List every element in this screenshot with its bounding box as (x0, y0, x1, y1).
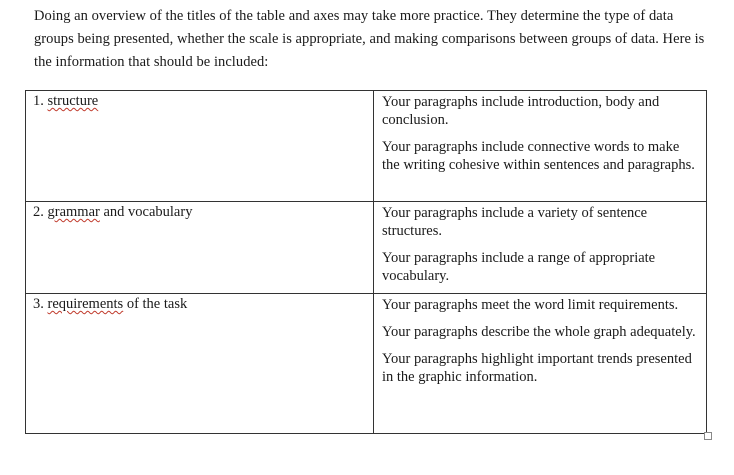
criterion-label: grammar (47, 204, 100, 220)
criterion-number: 2. (33, 204, 44, 220)
criterion-cell (26, 294, 374, 434)
descriptor-cell (374, 202, 707, 294)
criterion-label: structure (47, 93, 99, 109)
criterion-number: 3. (33, 296, 44, 312)
descriptor-cell (374, 91, 707, 202)
descriptor-cell (374, 294, 707, 434)
descriptor-item: Your paragraphs include connective words to make the writing cohesive within sentences and paragraphs. (382, 139, 695, 173)
descriptor-item: Your paragraphs highlight important trends presented in the graphic information. (382, 351, 692, 385)
criterion-label-rest: and vocabulary (99, 204, 193, 220)
descriptor-item: Your paragraphs include introduction, body and conclusion. (382, 94, 660, 128)
checklist-table (25, 90, 707, 434)
criterion-cell (26, 202, 374, 294)
descriptor-item: Your paragraphs include a range of appropriate vocabulary. (382, 250, 656, 284)
descriptor-item: Your paragraphs meet the word limit requirements. (382, 297, 679, 313)
criterion-label-rest: of the task (123, 296, 188, 312)
criterion-label: requirements (47, 296, 124, 312)
criterion-number: 1. (33, 93, 44, 109)
table-row-grammar (26, 202, 707, 294)
criterion-cell (26, 91, 374, 202)
intro-paragraph: Doing an overview of the titles of the table and axes may take more practice. They determine the type of data groups being presented, whether the scale is appropriate, and making comparisons between groups of data. Here is the information that should be included: (34, 8, 705, 70)
table-row-requirements (26, 294, 707, 434)
table-resize-handle[interactable] (704, 432, 712, 440)
descriptor-item: Your paragraphs describe the whole graph adequately. (382, 324, 696, 340)
table-row-structure (26, 91, 707, 202)
descriptor-item: Your paragraphs include a variety of sentence structures. (382, 205, 648, 239)
